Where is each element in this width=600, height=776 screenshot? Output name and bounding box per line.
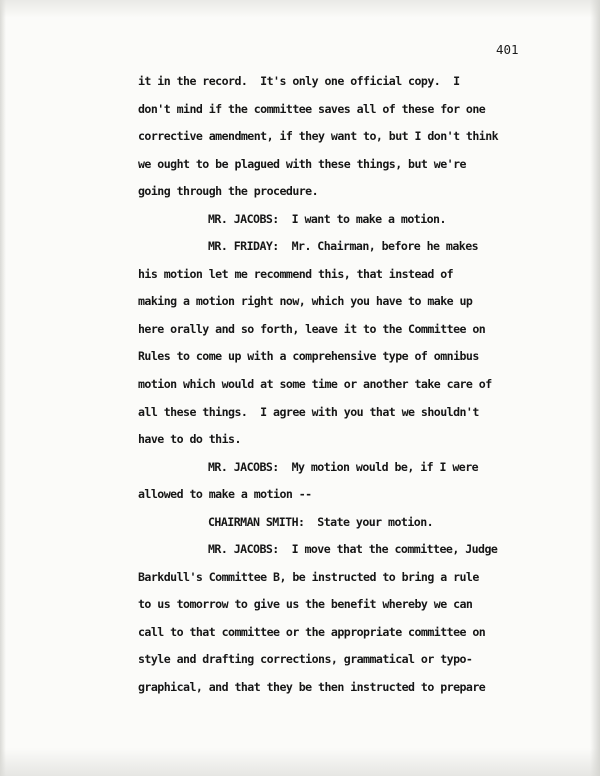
transcript-line: Rules to come up with a comprehensive type of omnibus: [138, 349, 479, 364]
transcript-line: have to do this.: [138, 432, 241, 447]
transcript-line: to us tomorrow to give us the benefit whereby we can: [138, 597, 473, 612]
transcript-line: all these things. I agree with you that we shouldn't: [138, 404, 479, 419]
transcript-line: MR. JACOBS: I want to make a motion.: [208, 211, 446, 226]
page-number: 401: [496, 42, 519, 57]
transcript-line: don't mind if the committee saves all of these for one: [138, 101, 486, 116]
transcript-line: making a motion right now, which you have to make up: [138, 294, 473, 309]
transcript-line: corrective amendment, if they want to, but I don't think: [138, 129, 499, 144]
transcript-line: CHAIRMAN SMITH: State your motion.: [208, 514, 434, 529]
transcript-line: it in the record. It's only one official copy. I: [138, 74, 460, 88]
transcript-line: his motion let me recommend this, that instead of: [138, 266, 454, 281]
scan-shadow-right: [590, 0, 600, 776]
transcript-line: here orally and so forth, leave it to the Committee on: [138, 321, 486, 336]
transcript-line: call to that committee or the appropriate committee on: [138, 624, 486, 639]
transcript-line: motion which would at some time or another take care of: [138, 377, 492, 392]
transcript-line: going through the procedure.: [138, 184, 319, 199]
transcript-line: MR. JACOBS: I move that the committee, Judge: [208, 542, 498, 557]
scan-shadow-bottom: [0, 748, 600, 776]
scan-shadow-left: [0, 0, 6, 776]
transcript-line: we ought to be plagued with these things, but we're: [138, 156, 466, 171]
transcript-line: allowed to make a motion --: [138, 487, 312, 502]
transcript-line: graphical, and that they be then instructed to prepare: [138, 680, 486, 695]
transcript-line: MR. FRIDAY: Mr. Chairman, before he makes: [208, 239, 479, 254]
transcript-line: MR. JACOBS: My motion would be, if I were: [208, 459, 479, 474]
transcript-line: Barkdull's Committee B, be instructed to bring a rule: [138, 569, 479, 584]
scan-shadow-top: [0, 0, 600, 18]
transcript-line: style and drafting corrections, grammatical or typo-: [138, 652, 473, 667]
transcript-body: [138, 72, 586, 706]
